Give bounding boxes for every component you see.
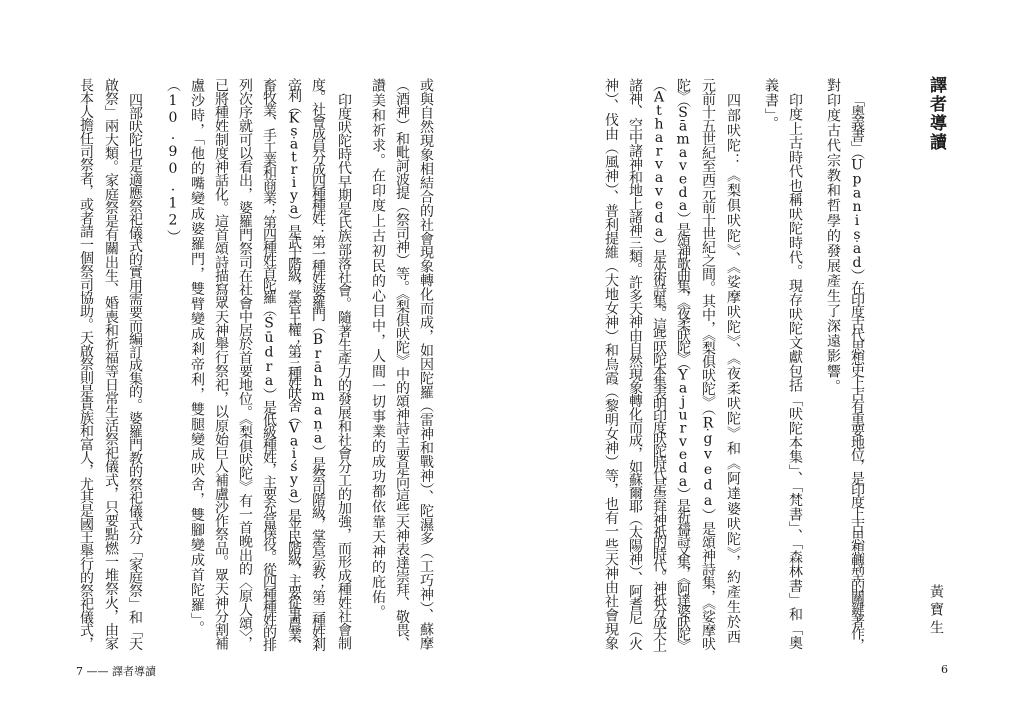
text-line: 度。社會成員分成四種種姓：第一種姓婆羅門（Brāhmaṇa）是祭司階級，掌管宗教；第二種姓剎 — [310, 78, 326, 650]
paragraph-start-line: 「奧義書」（Upaniṣad）在印度古代思想史上占有重要地位，是印度上古思想轉型的關鍵著作， — [849, 93, 865, 650]
left-folio — [76, 663, 156, 679]
paragraph-start-line: 印度吠陀時代早期是氏族部落社會。隨著生產力的發展和社會分工的加強，而形成種姓社會制 — [336, 93, 352, 650]
text-line: 陀》（Sāmaveda）是頌神歌曲集，《夜柔吠陀》（Yajurveda）是祈禱詩文集，《阿達婆吠陀》 — [675, 78, 691, 651]
text-line: 對印度古代宗教和哲學的發展產生了深遠影響。 — [825, 78, 841, 395]
text-line: 或與自然現象相結合的社會現象轉化而成，如因陀羅（雷神和戰神）、陀濕多（工巧神）、蘇摩 — [418, 78, 434, 650]
text-line: 已將種姓制度神話化。這首頌詩描寫眾天神舉行祭祀，以原始巨人補盧沙作祭品。眾天神分割補 — [213, 78, 229, 650]
text-line: 盧沙時，「他的嘴變成婆羅門，雙臂變成剎帝利，雙腿變成吠舍，雙腳變成首陀羅」。 — [189, 78, 205, 636]
text-line: 諸神、空中諸神和地上諸神三類。許多天神由自然現象轉化而成，如蘇爾耶（太陽神）、阿耆尼（火 — [627, 78, 643, 650]
paragraph-start-line: 四部吠陀：《梨俱吠陀》、《娑摩吠陀》、《夜柔吠陀》和《阿達婆吠陀》，約產生於西 — [725, 93, 741, 645]
text-line: 列次序就可以看出，婆羅門祭司在社會中居於首要地位。《梨俱吠陀》有一首晚出的〈原人頌〉， — [237, 78, 253, 650]
text-line: 畜牧業、手工業和商業；第四種姓首陀羅（Śūdra）是低級種姓，主要充當僕役。從四種種姓的排 — [261, 78, 277, 651]
text-line: 元前十五世紀至西元前十世紀之間。其中，《梨俱吠陀》（Ṛgveda）是頌神詩集，《娑摩吠 — [700, 78, 716, 650]
right-page-number: 6 — [941, 663, 948, 676]
right-page — [512, 0, 1024, 721]
text-line: （酒神）和毗訶波提（祭司神）等。《梨俱吠陀》中的頌神詩主要是向這些天神表達崇拜、敬畏、 — [394, 78, 410, 650]
text-line: 義書」。 — [763, 78, 779, 132]
chapter-title: 譯者導讀 — [926, 76, 946, 152]
author-name: 黃寶生 — [928, 584, 944, 638]
text-line: （Atharvaveda）是巫術詩集。這些吠陀本集表明印度吠陀時代是崇拜神祇的時代。神祇分成天上 — [651, 78, 667, 650]
citation-line: （10.90.12） — [165, 78, 181, 245]
paragraph-start-line: 四部吠陀也是適應祭祀儀式的實用需要而編訂成集的。婆羅門教的祭祀儀式分「家庭祭」和「天 — [127, 93, 143, 650]
text-line: 讚美和祈求。在印度上古初民的心目中，人間一切事業的成功都依靠天神的庇佑。 — [370, 78, 386, 620]
text-line: 帝利（Kṣatriya）是武士階級，掌管王權；第三種姓吠舍（Vaiśya）是平民階級，主要從事農業、 — [286, 78, 302, 651]
text-line: 神）、伐由（風神）、普利提維（大地女神）和烏霞（黎明女神）等，也有一些天神由社會現象 — [603, 78, 619, 650]
text-line: 長本人擔任司祭者，或者請一個祭司協助。天啟祭則是貴族和富人，尤其是國王舉行的祭祀儀式， — [78, 78, 94, 650]
text-line: 啟祭」兩大類。家庭祭是有關出生、婚喪和祈福等日常生活祭祀儀式，只要點燃一堆祭火，由家 — [103, 78, 119, 650]
running-head: —— 譯者導讀 — [86, 665, 156, 678]
paragraph-start-line: 印度上古時代也稱吠陀時代。現存吠陀文獻包括「吠陀本集」、「梵書」、「森林書」和「奧 — [787, 93, 803, 650]
page-number: 7 — [76, 665, 83, 678]
